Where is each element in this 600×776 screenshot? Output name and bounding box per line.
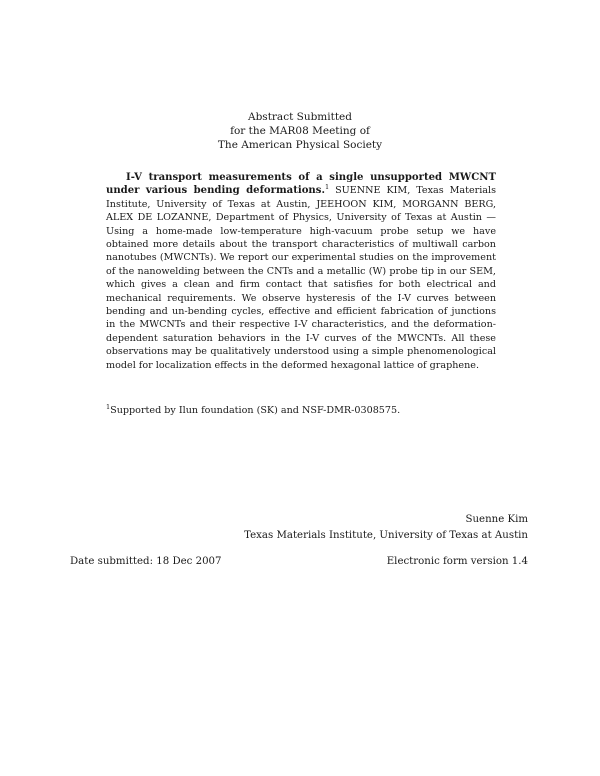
signature-name: Suenne Kim	[465, 514, 528, 525]
footnote-mark: 1	[106, 402, 111, 411]
signature-affiliation: Texas Materials Institute, University of Texas at Austin	[244, 529, 528, 541]
date-submitted: Date submitted: 18 Dec 2007	[70, 556, 222, 567]
header-line-abstract-submitted: Abstract Submitted	[248, 111, 352, 123]
header-line-meeting: for the MAR08 Meeting of	[230, 125, 370, 137]
abstract-paragraph	[106, 171, 496, 372]
footnote	[106, 404, 496, 417]
abstract-body: SUENNE KIM, Texas Materials Institute, University of Texas at Austin, JEEHOON KIM, MORGANN BERG, ALEX DE LOZANNE, Department of Physics, University of Texas at Austin — Using a home-made low-temperature high-vacuum probe setup we have obtained more details about the transport characteristics of multiwall carbon nanotubes (MWCNTs). We report our experimental studies on the improvement of the nanowelding between the CNTs and a metallic (W) probe tip in our SEM, which gives a clean and firm contact that satisfies for both electrical and mechanical requirements. We observe hysteresis of the I-V curves between bending and un-bending cycles, effective and efficient fabrication of junctions in the MWCNTs and their respective I-V characteristics, and the deformation-dependent saturation behaviors in the I-V curves of the MWCNTs. All these observations may be qualitatively understood using a simple phenomenological model for localization effects in the deformed hexagonal lattice of graphene.	[106, 185, 497, 371]
submission-header	[0, 110, 600, 152]
form-version: Electronic form version 1.4	[386, 556, 528, 567]
abstract-title: I-V transport measurements of a single unsupported MWCNT under various bending deformations.	[106, 172, 496, 197]
header-line-society: The American Physical Society	[217, 139, 383, 151]
title-footnote-mark: 1	[324, 183, 330, 192]
signature-block	[244, 512, 528, 543]
footnote-text: Supported by Ilun foundation (SK) and NSF-DMR-0308575.	[110, 405, 401, 416]
